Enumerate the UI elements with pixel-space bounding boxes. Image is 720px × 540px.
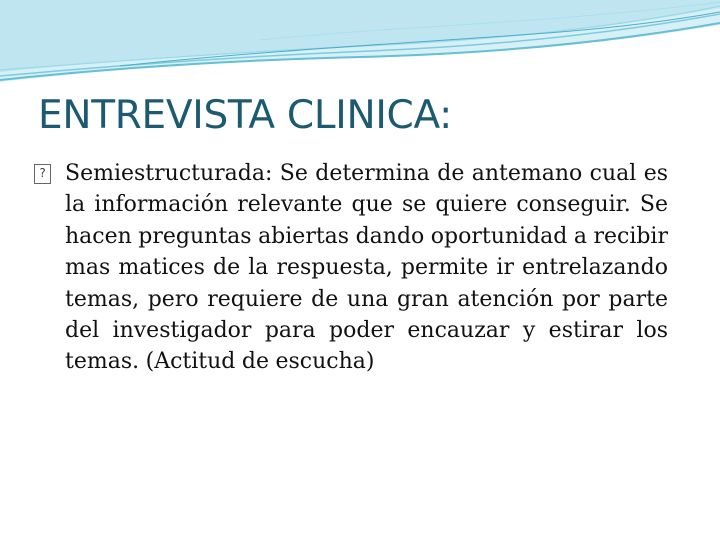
bullet-paragraph: Semiestructurada: Se determina de antemano cual es la información relevante que se quiere conseguir. Se hacen preguntas abiertas dando oportunidad a recibir mas matices de la respuesta, permite ir entrelazando temas, pero requiere de una gran atención por parte del investigador para poder encauzar y estirar los temas. (Actitud de escucha) bbox=[65, 161, 668, 375]
bullet-item bbox=[34, 158, 668, 378]
slide-title: ENTREVISTA CLINICA: bbox=[38, 93, 452, 138]
bullet-glyph-icon: ? bbox=[34, 164, 51, 184]
top-wave-decoration bbox=[0, 0, 720, 90]
slide-content bbox=[34, 158, 668, 378]
